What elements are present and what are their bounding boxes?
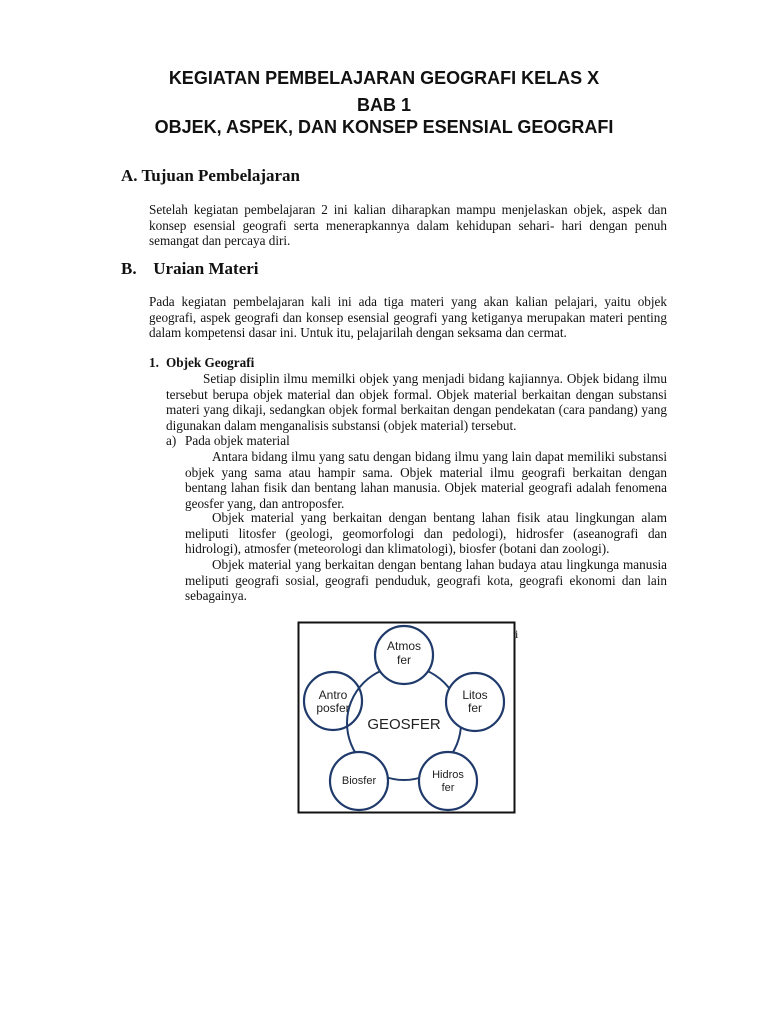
geosfer-center-label: GEOSFER: [367, 716, 441, 733]
section-b-body: Pada kegiatan pembelajaran kali ini ada tiga materi yang akan kalian pelajari, yaitu objek geografi, aspek geografi dan konsep esensial geografi yang ketiganya merupakan materi penting dalam kompetensi dasar ini. Untuk itu, pelajarilah dengan seksama dan cermat.: [149, 294, 667, 341]
node-atmosfer: [375, 626, 433, 684]
document-title-line-3: OBJEK, ASPEK, DAN KONSEP ESENSIAL GEOGRAFI: [154, 117, 614, 137]
node-atmosfer-line2: fer: [396, 653, 412, 667]
section-b-heading: [121, 258, 259, 280]
document-title-line-2: BAB 1: [356, 95, 411, 115]
subsection-1-number: 1.: [149, 355, 159, 370]
node-biosfer-line1: Biosfer: [341, 775, 377, 787]
node-antroposfer-line2: posfer: [316, 701, 350, 715]
section-a-body: Setelah kegiatan pembelajaran 2 ini kalian diharapkan mampu menjelaskan objek, aspek dan konsep esensial geografi serta menerapkannya dalam kehidupan sehari- hari dengan penuh semangat dan percaya diri.: [149, 202, 667, 249]
node-litosfer-line2: fer: [467, 701, 483, 715]
section-b-letter: B.: [121, 259, 137, 278]
section-b-title: Uraian Materi: [153, 259, 259, 278]
subsection-1-body: Setiap disiplin ilmu memilki objek yang menjadi bidang kajiannya. Objek bidang ilmu tersebut berupa objek material dan objek formal. Objek material berkaitan dengan substansi materi yang dikaji, sedangkan objek formal berkaitan dengan pendekatan (cara pandang) yang digunakan dalam menganalisis substansi (objek material) tersebut.: [166, 371, 667, 433]
subsection-1-heading: [149, 355, 254, 371]
section-a-heading: [121, 165, 300, 187]
node-biosfer: [330, 752, 388, 810]
subsection-1-title: Objek Geografi: [166, 355, 255, 370]
section-a-letter: A.: [121, 166, 138, 185]
node-hidrosfer-line1: Hidros: [432, 769, 464, 781]
geosfer-diagram: [297, 621, 517, 814]
item-a-title: Pada objek material: [185, 433, 290, 448]
node-atmosfer-line1: Atmos: [386, 639, 422, 653]
document-title-line-1: KEGIATAN PEMBELAJARAN GEOGRAFI KELAS X: [168, 68, 600, 88]
item-a-paragraph-3: Objek material yang berkaitan dengan bentang lahan budaya atau lingkunga manusia meliputi geografi sosial, geografi penduduk, geografi kota, geografi ekonomi dan lain sebagainya.: [185, 557, 667, 604]
item-a-paragraph-2: Objek material yang berkaitan dengan bentang lahan fisik atau lingkungan alam meliputi litosfer (geologi, geomorfologi dan pedologi), hidrosfer (aseanografi dan hidrologi), atmosfer (meteorologi dan klimatologi), biosfer (botani dan zoologi).: [185, 510, 667, 557]
node-litosfer-line1: Litos: [462, 688, 488, 702]
node-litosfer: [446, 673, 504, 731]
item-a-heading: [166, 433, 290, 449]
node-hidrosfer-line2: fer: [441, 782, 455, 794]
node-hidrosfer: [419, 752, 477, 810]
stray-text-mark: i: [515, 627, 519, 641]
section-a-title: Tujuan Pembelajaran: [141, 166, 301, 185]
item-a-label: a): [166, 433, 177, 448]
item-a-paragraph-1: Antara bidang ilmu yang satu dengan bidang ilmu yang lain dapat memiliki substansi objek yang sama atau hampir sama. Objek material ilmu geografi berkaitan dengan bentang lahan fisik dan bentang lahan manusia. Objek material geografi adalah fenomena geosfer yang, dan antroposfer.: [185, 449, 667, 511]
node-antroposfer-line1: Antro: [318, 688, 348, 702]
